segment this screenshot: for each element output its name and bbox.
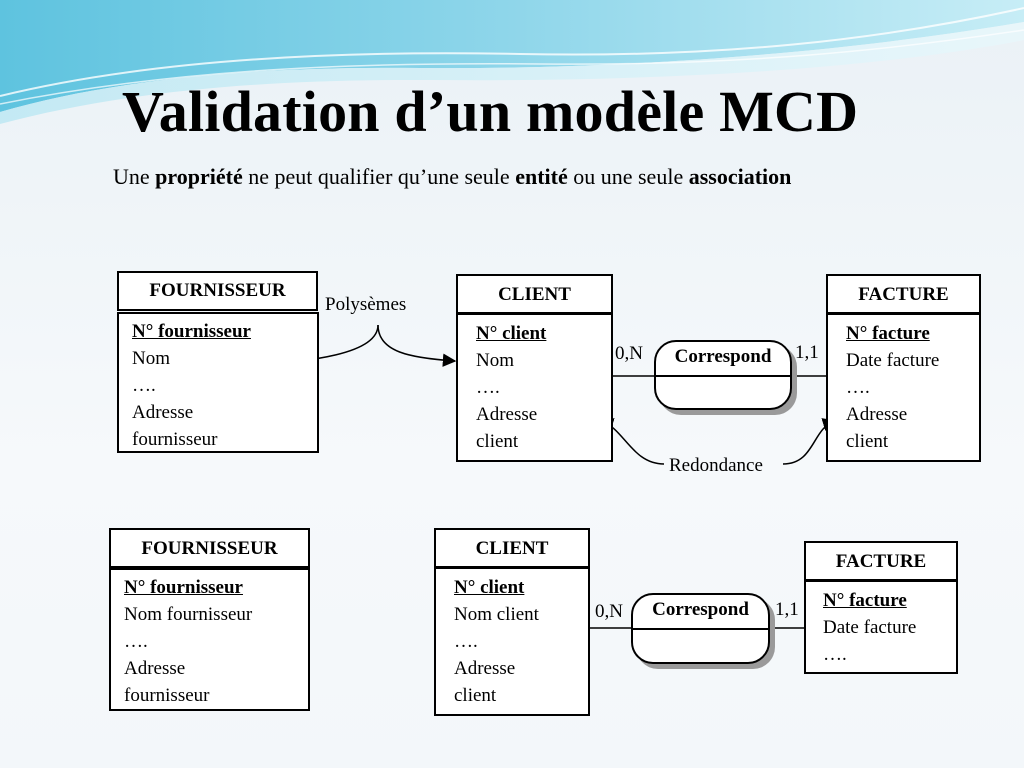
entity-attribute: fournisseur (132, 429, 218, 450)
entity-attributes (804, 580, 958, 674)
entity-header: FACTURE (826, 274, 981, 314)
entity-attribute: …. (846, 377, 870, 398)
entity-attribute: Nom (476, 350, 514, 371)
entity-header: FOURNISSEUR (117, 271, 318, 311)
association-name: Correspond (674, 346, 772, 367)
entity-attribute: Adresse (454, 658, 516, 679)
polysemes-arrow-right (378, 325, 455, 361)
subtitle-bold-term: entité (515, 164, 568, 189)
entity-attribute: …. (823, 644, 847, 665)
cardinality-client-bottom: 0,N (595, 601, 623, 622)
entity-attribute: …. (454, 631, 478, 652)
entity-attribute: Adresse (476, 404, 538, 425)
entity-header: FOURNISSEUR (109, 528, 310, 568)
association-name: Correspond (652, 599, 749, 620)
subtitle-bold-term: association (688, 164, 792, 189)
cardinality-client-top: 0,N (615, 343, 643, 364)
subtitle-text: ou une seule (567, 164, 689, 189)
association-correspond-top (654, 340, 792, 410)
entity-key: N° fournisseur (124, 577, 243, 598)
entity-key: N° fournisseur (132, 321, 251, 342)
entity-attribute: Nom client (454, 604, 539, 625)
entity-attribute: client (476, 431, 519, 452)
entity-attribute: Date facture (823, 617, 917, 638)
entity-attribute: client (454, 685, 497, 706)
cardinality-facture-top: 1,1 (795, 342, 819, 363)
association-correspond-bottom (631, 593, 770, 664)
entity-key: N° client (454, 577, 525, 598)
entity-key: N° client (476, 323, 547, 344)
entity-attribute: fournisseur (124, 685, 210, 706)
entity-attribute: Date facture (846, 350, 940, 371)
association-divider (633, 628, 768, 630)
entity-attribute: Adresse (132, 402, 194, 423)
subtitle-bold-term: propriété (155, 164, 243, 189)
entity-attribute: Adresse (124, 658, 186, 679)
entity-header: FACTURE (804, 541, 958, 581)
entity-key: N° facture (823, 590, 907, 611)
entity-attribute: client (846, 431, 889, 452)
annotation-redondance: Redondance (669, 455, 763, 476)
entity-attribute: …. (124, 631, 148, 652)
entity-header: CLIENT (456, 274, 613, 314)
entity-key: N° facture (846, 323, 930, 344)
entity-attributes (826, 313, 981, 462)
entity-attribute: …. (476, 377, 500, 398)
subtitle-text: Une (113, 164, 156, 189)
cardinality-facture-bottom: 1,1 (775, 599, 799, 620)
entity-attributes (109, 568, 310, 711)
slide-title: Validation d’un modèle MCD (122, 79, 859, 144)
annotation-polysemes: Polysèmes (325, 294, 407, 315)
entity-attributes (456, 313, 613, 462)
entity-attributes (434, 567, 590, 716)
entity-attributes (117, 312, 319, 453)
association-divider (656, 375, 790, 377)
entity-header: CLIENT (434, 528, 590, 568)
subtitle-text: ne peut qualifier qu’une seule (242, 164, 516, 189)
entity-attribute: Nom (132, 348, 170, 369)
entity-attribute: Nom fournisseur (124, 604, 253, 625)
entity-attribute: …. (132, 375, 156, 396)
entity-attribute: Adresse (846, 404, 908, 425)
